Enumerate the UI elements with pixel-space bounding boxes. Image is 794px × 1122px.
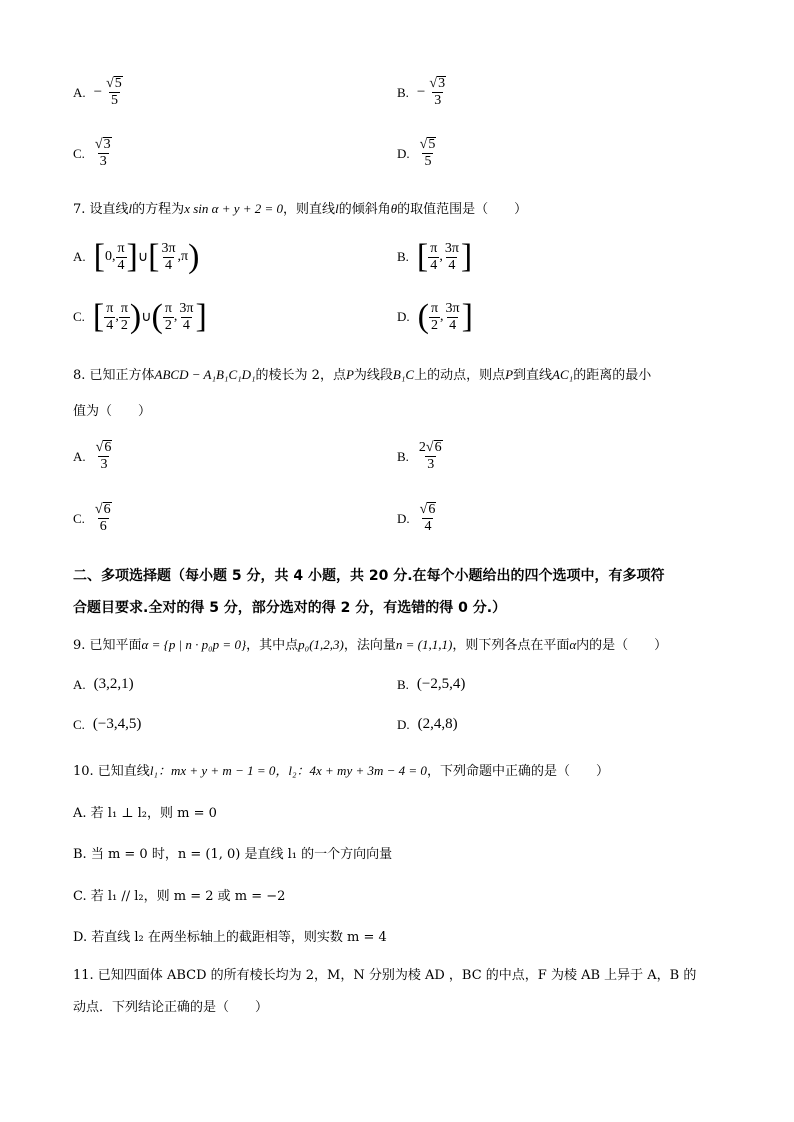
q9-option-c	[73, 716, 141, 733]
q10-option-c: C. 若 l₁ // l₂，则 m = 2 或 m = −2	[73, 889, 286, 904]
q6-option-a	[73, 76, 125, 109]
equation: x sin α + y + 2 = 0	[184, 201, 284, 216]
denominator: 2	[164, 317, 172, 333]
stem-text: 7. 设直线	[73, 202, 129, 217]
cube-name: ABCD − A₁B₁C₁D₁	[154, 367, 256, 382]
q9-option-b	[397, 676, 465, 693]
denominator: 3	[100, 457, 108, 472]
numerator: π	[430, 300, 439, 316]
denominator: 4	[424, 519, 432, 534]
var-l: l	[335, 201, 339, 216]
q9-stem	[73, 634, 667, 653]
q6-option-d	[397, 137, 438, 170]
q6-option-b	[397, 76, 448, 109]
denominator: 3	[427, 457, 435, 472]
var-alpha: α	[569, 637, 577, 652]
q11-stem-line1: 11. 已知四面体 ABCD 的所有棱长均为 2，M，N 分别为棱 AD ，BC 的中点，F 为棱 AB 上异于 A，B 的	[73, 968, 697, 983]
radicand: 6	[428, 502, 436, 517]
numerator: π	[430, 240, 438, 256]
interval: [ 0, $\frac{\pi}{4}$ ] ∪ [ $\frac{3\pi}{4}$ ,π )	[93, 238, 200, 275]
numerator: π	[117, 240, 125, 256]
q7-option-a	[73, 240, 199, 274]
option-label: A.	[73, 84, 86, 100]
q7-option-b	[397, 240, 472, 274]
option-label: C.	[73, 510, 85, 526]
option-label: D.	[397, 309, 410, 324]
line-name: AC₁	[552, 367, 574, 382]
q8-stem-line1	[73, 364, 651, 383]
q9-option-d	[397, 716, 458, 733]
q9-option-a	[73, 676, 134, 693]
option-label: A.	[73, 676, 86, 692]
denominator: 3	[99, 154, 107, 169]
interval: [ $\frac{\pi}{4}$ , $\frac{\pi}{2}$ ) ∪ ( $\frac{\pi}{2}$ , $\frac{3\pi}{4}$ ]	[92, 298, 207, 335]
point-p: P	[505, 367, 514, 382]
interval: ( $\frac{\pi}{2}$ , $\frac{3\pi}{4}$ ]	[417, 298, 473, 335]
q8-option-a	[73, 440, 114, 473]
fraction: √ 6 6	[94, 502, 111, 534]
option-text: (−2,5,4)	[416, 676, 466, 692]
stem-text: 的方程为	[132, 202, 185, 217]
stem-text: 的取值范围是（ ）	[397, 202, 528, 217]
normal-vector: n = (1,1,1)	[395, 637, 453, 652]
q8-option-d	[397, 502, 438, 535]
section-heading-line1: 二、多项选择题（每小题 5 分，共 4 小题，共 20 分.在每个小题给出的四个选项中，有多项符	[73, 568, 665, 584]
var-theta: θ	[390, 201, 398, 216]
stem-text: ，其中点	[246, 638, 299, 653]
q6-option-c	[73, 137, 114, 170]
option-label: C.	[73, 716, 85, 732]
stem-text: ，则下列各点在平面	[452, 638, 570, 653]
fraction: √ 6 3	[95, 440, 112, 472]
option-label: D.	[397, 145, 410, 161]
option-label: D.	[397, 716, 410, 732]
denominator: 5	[110, 93, 118, 108]
radicand: 5	[114, 76, 122, 91]
numerator: 3π	[179, 300, 194, 316]
point: p₀(1,2,3)	[298, 637, 344, 652]
denominator: 4	[164, 257, 172, 273]
q7-stem	[73, 198, 527, 217]
q11-stem-line2: 动点．下列结论正确的是（ ）	[73, 1000, 269, 1015]
stem-text: 的棱长为 2，点	[255, 368, 346, 383]
line-l1: l₁	[149, 763, 158, 778]
segment: B₁C	[392, 367, 415, 382]
fraction: √ 3 3	[429, 76, 446, 108]
fraction: √ 3 3	[94, 137, 111, 169]
equation-1: ：mx + y + m − 1 = 0，	[157, 763, 289, 778]
numerator: 3π	[161, 240, 176, 256]
option-text: (2,4,8)	[417, 716, 458, 732]
option-label: B.	[397, 84, 409, 100]
stem-text: 8. 已知正方体	[73, 368, 155, 383]
radicand: 6	[104, 440, 112, 455]
option-label: A.	[73, 448, 86, 464]
denominator: 4	[430, 257, 438, 273]
radicand: 3	[438, 76, 446, 91]
denominator: 4	[106, 317, 114, 333]
interval: [ $\frac{\pi}{4}$ , $\frac{3\pi}{4}$ ]	[416, 238, 473, 275]
option-text: (−3,4,5)	[92, 716, 142, 732]
numerator: π	[120, 300, 128, 316]
q10-stem	[73, 760, 609, 779]
stem-text: ，法向量	[343, 638, 396, 653]
option-label: C.	[73, 145, 85, 161]
denominator: 2	[120, 317, 128, 333]
option-label: C.	[73, 309, 85, 324]
stem-text: 的距离的最小	[573, 368, 652, 383]
option-label: B.	[397, 448, 409, 464]
denominator: 6	[99, 519, 107, 534]
coefficient: 2	[418, 440, 426, 455]
numerator: 3π	[444, 240, 459, 256]
q10-option-d: D. 若直线 l₂ 在两坐标轴上的截距相等，则实数 m = 4	[73, 930, 387, 945]
stem-text: ，下列命题中正确的是（ ）	[426, 764, 609, 779]
numerator: π	[164, 300, 172, 316]
stem-text: ，则直线	[283, 202, 336, 217]
q7-option-c	[73, 300, 207, 334]
q8-option-c	[73, 502, 114, 535]
point-p: P	[345, 367, 354, 382]
q10-option-b: B. 当 m = 0 时，n = (1, 0) 是直线 l₁ 的一个方向向量	[73, 847, 393, 862]
fraction: √ 5 5	[419, 137, 436, 169]
denominator: 3	[434, 93, 442, 108]
fraction: 2 √ 6 3	[418, 440, 442, 472]
fraction: √ 6 4	[419, 502, 436, 534]
stem-text: 内的是（ ）	[576, 638, 668, 653]
numerator: π	[106, 300, 114, 316]
stem-text: 9. 已知平面	[73, 638, 142, 653]
q8-stem-line2: 值为（ ）	[73, 404, 152, 419]
q7-option-d	[397, 300, 473, 334]
option-text: (3,2,1)	[93, 676, 134, 692]
radicand: 6	[434, 440, 442, 455]
q10-option-a: A. 若 l₁ ⊥ l₂，则 m = 0	[73, 806, 217, 821]
var-l: l	[128, 201, 133, 216]
equation-2: ：4x + my + 3m − 4 = 0	[296, 763, 427, 778]
section-heading-line2: 合题目要求.全对的得 5 分，部分选对的得 2 分，有选错的得 0 分.）	[73, 600, 507, 616]
stem-text: 10. 已知直线	[73, 764, 150, 779]
stem-text: 到直线	[513, 368, 553, 383]
radicand: 5	[428, 137, 436, 152]
stem-text: 为线段	[353, 368, 393, 383]
plane-set: α = {p | n · p₀p = 0}	[141, 637, 247, 652]
denominator: 5	[424, 154, 432, 169]
denominator: 4	[182, 317, 190, 333]
q8-option-b	[397, 440, 445, 473]
numerator: 3π	[445, 300, 460, 316]
minus-sign: −	[93, 84, 103, 100]
denominator: 4	[117, 257, 125, 273]
minus-sign: −	[416, 84, 426, 100]
radicand: 6	[103, 502, 111, 517]
option-label: B.	[397, 676, 409, 692]
denominator: 2	[431, 317, 438, 333]
option-label: A.	[73, 249, 86, 264]
option-label: B.	[397, 249, 409, 264]
denominator: 4	[449, 317, 457, 333]
stem-text: 的倾斜角	[338, 202, 391, 217]
radicand: 3	[103, 137, 111, 152]
denominator: 4	[448, 257, 456, 273]
line-l2: l₂	[288, 763, 297, 778]
option-label: D.	[397, 510, 410, 526]
stem-text: 上的动点，则点	[414, 368, 506, 383]
fraction: √ 5 5	[106, 76, 122, 108]
